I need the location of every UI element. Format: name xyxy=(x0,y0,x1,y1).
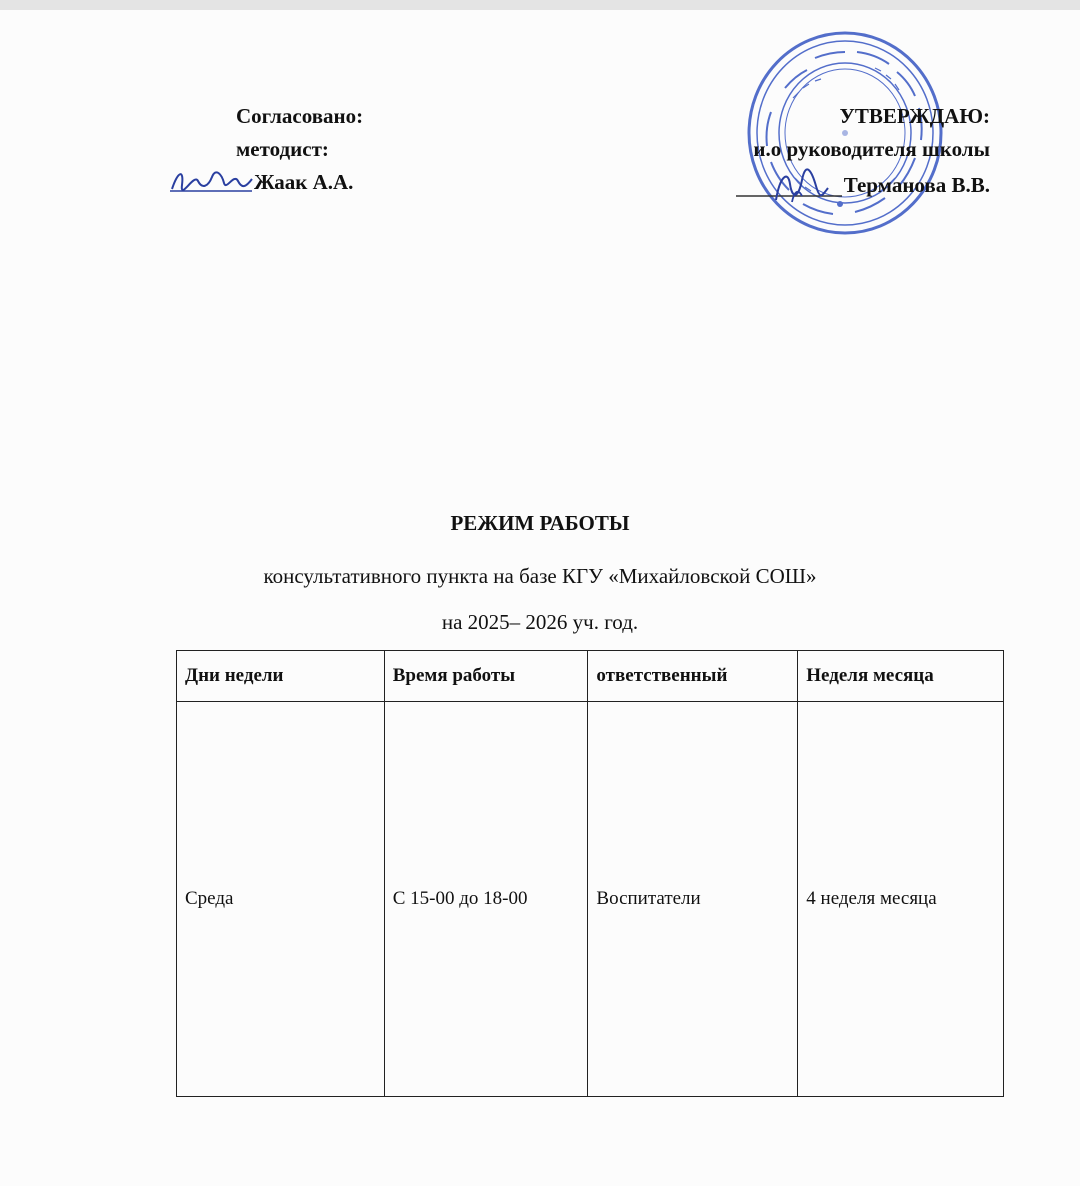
cell-day: Среда xyxy=(177,702,385,1097)
approval-left-name-line xyxy=(168,166,363,199)
document-year: на 2025– 2026 уч. год. xyxy=(441,610,639,634)
header-week: Неделя месяца xyxy=(798,651,1004,702)
director-signature xyxy=(732,166,844,206)
approval-left-block xyxy=(236,100,363,199)
approval-right-heading: УТВЕРЖДАЮ: xyxy=(839,104,990,128)
methodist-signature xyxy=(168,167,254,195)
header-days: Дни недели xyxy=(177,651,385,702)
cell-week: 4 неделя месяца xyxy=(798,702,1004,1097)
approval-right-block xyxy=(700,100,990,206)
approval-left-heading: Согласовано: xyxy=(236,104,364,128)
approval-right-name: Терманова В.В. xyxy=(843,173,990,197)
cell-hours: С 15-00 до 18-00 xyxy=(384,702,588,1097)
document-subtitle: консультативного пункта на базе КГУ «Михайловской СОШ» xyxy=(263,564,817,588)
approval-right-position: и.о руководителя школы xyxy=(753,137,990,161)
approval-left-position: методист: xyxy=(236,137,329,161)
approval-left-name: Жаак А.А. xyxy=(254,170,354,194)
cell-responsible: Воспитатели xyxy=(588,702,798,1097)
schedule-table xyxy=(176,650,1004,1097)
header-hours: Время работы xyxy=(384,651,588,702)
table-row xyxy=(177,702,1004,1097)
document-title-block xyxy=(0,508,1080,637)
document-title: РЕЖИМ РАБОТЫ xyxy=(450,511,630,535)
header-responsible: ответственный xyxy=(588,651,798,702)
approval-right-name-line xyxy=(700,166,990,206)
table-header-row xyxy=(177,651,1004,702)
page-top-edge xyxy=(0,0,1080,10)
